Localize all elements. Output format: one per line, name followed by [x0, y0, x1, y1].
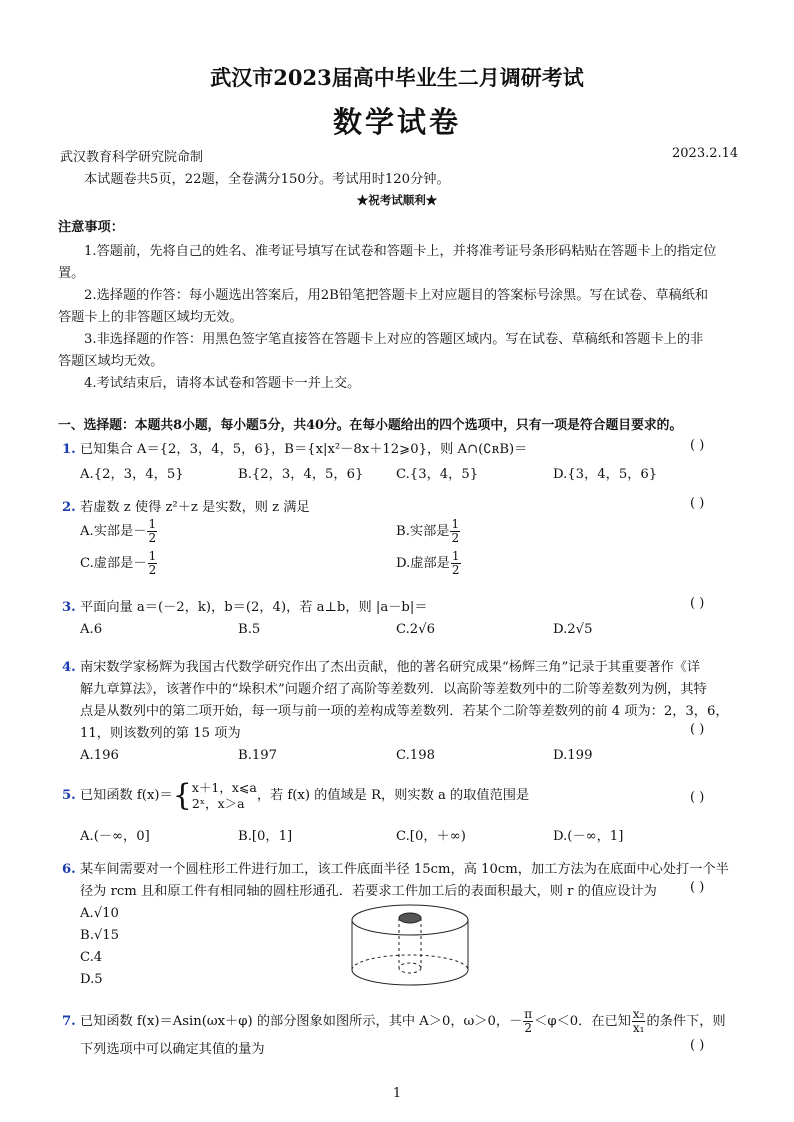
question-text: 若虚数 z 使得 z²＋z 是实数，则 z 满足 [79, 500, 310, 515]
note-line: 4.考试结束后，请将本试卷和答题卡一并上交。 [84, 376, 361, 391]
question-number: 4. [62, 660, 76, 675]
note-line: 1.答题前，先将自己的姓名、准考证号填写在试卷和答题卡上，并将准考证号条形码粘贴在答题卡上的指定位 [84, 244, 717, 259]
numerator: 1 [148, 549, 157, 563]
piece-line: x＋1，x⩽a [191, 779, 257, 795]
option-c: C.[0，＋∞) [396, 829, 466, 844]
numerator: π [524, 1007, 533, 1021]
fraction [523, 1008, 533, 1035]
hole-top [399, 913, 421, 923]
question-text: ，若 f(x) 的值域是 R，则实数 a 的取值范围是 [256, 788, 530, 803]
denominator: 2 [451, 563, 460, 577]
fraction [148, 550, 158, 577]
question-text: 径为 rcm 且和原工件有相同轴的圆柱形通孔．若要求工件加工后的表面积最大，则 r 的值应设计为 [80, 884, 657, 899]
question-text: 已知集合 A＝{2，3，4，5，6}，B＝{x|x²－8x＋12⩾0}，则 A∩(∁ʀB)＝ [79, 442, 528, 457]
question-7 [62, 1008, 726, 1035]
brace: { [172, 778, 192, 813]
question-number: 2. [62, 500, 76, 515]
fraction [450, 518, 460, 545]
hole-bottom [399, 963, 421, 973]
question-text: 平面向量 a＝(－2，k)，b＝(2，4)，若 a⊥b，则 |a－b|＝ [79, 600, 428, 615]
option-b [396, 518, 461, 545]
question-text: 点是从数列中的第二项开始，每一项与前一项的差构成等差数列．若某个二阶等差数列的前 4 项为：2，3，6， [80, 704, 729, 719]
denominator: 2 [148, 563, 157, 577]
answer-bracket: ( ) [690, 722, 705, 737]
answer-bracket: ( ) [690, 790, 705, 805]
option-c: C.198 [396, 748, 435, 763]
denominator: 2 [451, 531, 460, 545]
good-luck: ★祝考试顺利★ [356, 193, 438, 207]
note-line: 3.非选择题的作答：用黑色签字笔直接答在答题卡上对应的答题区域内。写在试卷、草稿纸和答题卡上的非 [84, 332, 704, 347]
option-b: B.5 [238, 622, 261, 637]
option-b: B.√15 [80, 928, 120, 943]
fraction [632, 1008, 646, 1035]
exam-date: 2023.2.14 [672, 146, 739, 161]
piecewise [192, 780, 257, 812]
numerator: 1 [148, 517, 157, 531]
answer-bracket: ( ) [690, 596, 705, 611]
option-c: C.{3，4，5} [396, 467, 479, 482]
question-text: 解九章算法》，该著作中的“垛积术”问题介绍了高阶等差数列．以高阶等差数列中的二阶等差数列为例，其特 [80, 682, 707, 697]
answer-bracket: ( ) [690, 496, 705, 511]
answer-bracket: ( ) [690, 1038, 705, 1053]
denominator: x₁ [632, 1021, 645, 1035]
question-number: 6. [62, 862, 76, 877]
question-2 [62, 496, 310, 515]
fraction [451, 550, 461, 577]
exam-subtitle: 数学试卷 [332, 105, 461, 139]
denominator: 2 [148, 531, 157, 545]
option-d: D.199 [553, 748, 593, 763]
cylinder-figure [340, 900, 480, 994]
option-d [396, 550, 462, 577]
question-4 [62, 656, 700, 675]
question-number: 3. [62, 600, 76, 615]
option-c: C.4 [80, 950, 103, 965]
option-d: D.5 [80, 972, 103, 987]
question-number: 1. [62, 442, 76, 457]
answer-bracket: ( ) [690, 880, 705, 895]
section-heading: 一、选择题：本题共8小题，每小题5分，共40分。在每小题给出的四个选项中，只有一项是符合题目要求的。 [58, 418, 683, 433]
question-1 [62, 438, 527, 457]
option-b: B.[0，1] [238, 829, 293, 844]
option-label: A.实部是－ [80, 524, 147, 539]
page-number: 1 [392, 1086, 402, 1101]
option-a: A.(－∞，0] [80, 829, 150, 844]
option-a: A.196 [80, 748, 119, 763]
question-text: 某车间需要对一个圆柱形工件进行加工，该工件底面半径 15cm，高 10cm，加工方法为在底面中心处打一个半 [79, 862, 729, 877]
question-text: ＜φ＜0．在已知 [534, 1014, 631, 1029]
option-label: C.虚部是－ [80, 556, 147, 571]
option-c [80, 550, 158, 577]
numerator: 1 [451, 549, 460, 563]
issuer: 武汉教育科学研究院命制 [60, 150, 204, 165]
option-c: C.2√6 [396, 622, 435, 637]
option-d: D.{3，4，5，6} [553, 467, 658, 482]
question-text: 11，则该数列的第 15 项为 [80, 726, 241, 741]
question-text: 已知函数 f(x)＝Asin(ωx＋φ) 的部分图象如图所示，其中 A＞0，ω＞0，－ [79, 1014, 523, 1029]
note-line: 2.选择题的作答：每小题选出答案后，用2B铅笔把答题卡上对应题目的答案标号涂黑。写在试卷、草稿纸和 [84, 288, 709, 303]
option-d: D.(－∞，1] [553, 829, 624, 844]
question-text: 的条件下，则 [646, 1014, 726, 1029]
note-line: 答题区域均无效。 [58, 354, 164, 369]
option-d: D.2√5 [553, 622, 593, 637]
option-a: A.6 [80, 622, 103, 637]
option-b: B.197 [238, 748, 278, 763]
option-b: B.{2，3，4，5，6} [238, 467, 364, 482]
answer-bracket: ( ) [690, 438, 705, 453]
option-label: D.虚部是 [396, 556, 450, 571]
numerator: 1 [451, 517, 460, 531]
exam-info: 本试题卷共5页，22题，全卷满分150分。考试用时120分钟。 [84, 172, 450, 187]
question-3 [62, 596, 428, 615]
notes-heading: 注意事项： [58, 220, 124, 235]
denominator: 2 [524, 1021, 533, 1035]
note-line: 置。 [58, 266, 85, 281]
fraction [147, 518, 157, 545]
question-5 [62, 778, 529, 813]
option-a [80, 518, 158, 545]
numerator: x₂ [632, 1007, 645, 1021]
note-line: 答题卡上的非答题区域均无效。 [58, 310, 243, 325]
question-text: 下列选项中可以确定其值的量为 [80, 1042, 265, 1057]
question-text: 南宋数学家杨辉为我国古代数学研究作出了杰出贡献，他的著名研究成果“杨辉三角”记录于其重要著作《详 [79, 660, 701, 675]
option-a: A.{2，3，4，5} [80, 467, 184, 482]
question-number: 5. [62, 788, 76, 803]
option-a: A.√10 [80, 906, 119, 921]
option-label: B.实部是 [396, 524, 450, 539]
cylinder-bottom-front [352, 970, 468, 985]
question-number: 7. [62, 1014, 76, 1029]
piece-line: 2ˣ，x＞a [191, 795, 245, 811]
exam-title: 武汉市2023届高中毕业生二月调研考试 [210, 65, 584, 90]
question-text: 已知函数 f(x)＝ [79, 788, 173, 803]
question-6 [62, 858, 729, 877]
